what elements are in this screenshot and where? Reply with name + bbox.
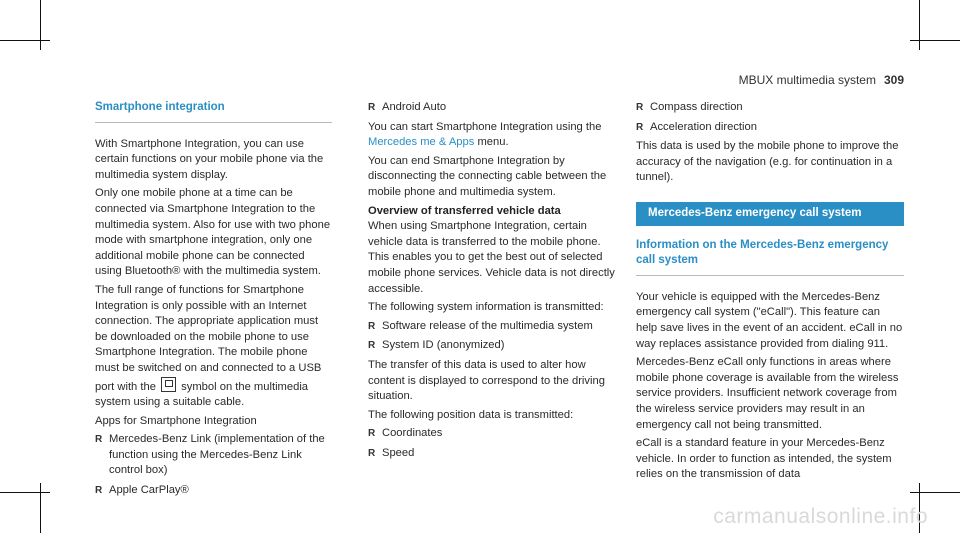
section-banner: Mercedes-Benz emergency call system xyxy=(636,202,904,226)
column-1 xyxy=(95,100,332,503)
watermark: carmanualsonline.info xyxy=(713,505,928,528)
paragraph-text: The full range of functions for Smartphone Integration is only possible with an Internet connection. The appropriate application must be downloaded on the mobile phone to use Smartphone Integration. The mobile phone must be switched on and connected to a USB port with the xyxy=(95,283,322,393)
apps-list-continued xyxy=(368,100,618,116)
column-3 xyxy=(636,100,904,486)
apps-list xyxy=(95,432,332,498)
paragraph-text: You can start Smartphone Integration using the xyxy=(368,120,602,133)
paragraph-text: symbol on the multimedia system using a suitable cable. xyxy=(95,380,309,409)
paragraph: The following system information is transmitted: xyxy=(368,301,604,314)
crop-mark xyxy=(40,0,41,50)
paragraph: With Smartphone Integration, you can use certain functions on your mobile phone via the multimedia system display. xyxy=(95,137,324,181)
menu-link[interactable]: Mercedes me & Apps xyxy=(368,136,475,149)
list-item: R Apple CarPlay® xyxy=(95,483,332,499)
list-item: R Compass direction xyxy=(636,100,904,116)
usb-port-icon xyxy=(161,377,176,392)
crop-mark xyxy=(910,492,960,493)
position-data-list xyxy=(368,426,618,461)
header-title: MBUX multimedia system xyxy=(738,73,876,87)
paragraph: You can end Smartphone Integration by disconnecting the connecting cable between the mobile phone and multimedia system. xyxy=(368,154,607,198)
paragraph xyxy=(368,120,618,151)
subheading: Overview of transferred vehicle data xyxy=(368,204,561,217)
list-item: R System ID (anonymized) xyxy=(368,338,618,354)
section-title: Smartphone integration xyxy=(95,100,332,123)
column-2 xyxy=(368,100,618,465)
list-item: R Acceleration direction xyxy=(636,120,904,136)
list-item: R Software release of the multimedia system xyxy=(368,319,618,335)
paragraph xyxy=(95,283,332,411)
page-header xyxy=(739,73,904,87)
paragraph: Mercedes-Benz eCall only functions in areas where mobile phone coverage is available from the wireless service providers. Insufficient network coverage from the wireless service providers may result in an emergency call not being transmitted. xyxy=(636,356,899,431)
page-number: 309 xyxy=(883,73,904,87)
system-info-list xyxy=(368,319,618,354)
list-item: R Android Auto xyxy=(368,100,618,116)
paragraph: Apps for Smartphone Integration xyxy=(95,414,257,427)
paragraph-text: menu. xyxy=(477,136,509,149)
crop-mark xyxy=(40,483,41,533)
paragraph: Only one mobile phone at a time can be connected via Smartphone Integration to the multimedia system. Also for use with two phone mode with smartphone integration, only one additional mobile phone can be connected using Bluetooth® with the multimedia system. xyxy=(95,187,331,278)
crop-mark xyxy=(919,0,920,50)
list-item: R Coordinates xyxy=(368,426,618,442)
crop-mark xyxy=(0,40,50,41)
list-item: R Mercedes-Benz Link (implementation of the function using the Mercedes-Benz Link control box) xyxy=(95,432,332,479)
list-item: R Speed xyxy=(368,446,618,462)
paragraph: When using Smartphone Integration, certain vehicle data is transferred to the mobile phone. This enables you to get the best out of selected mobile phone services. Vehicle data is not directly accessible. xyxy=(368,220,615,295)
section-subtitle: Information on the Mercedes-Benz emergency call system xyxy=(636,238,904,276)
crop-mark xyxy=(0,492,50,493)
paragraph: Your vehicle is equipped with the Mercedes-Benz emergency call system ("eCall"). This feature can help save lives in the event of an accident. eCall in no way replaces assistance provided from dialing 911. xyxy=(636,290,903,350)
position-data-list-continued xyxy=(636,100,904,135)
crop-mark xyxy=(910,40,960,41)
paragraph: The transfer of this data is used to alter how content is displayed to correspond to the driving situation. xyxy=(368,358,605,403)
paragraph: eCall is a standard feature in your Mercedes-Benz vehicle. In order to function as intended, the system relies on the transmission of data xyxy=(636,437,892,481)
paragraph: The following position data is transmitted: xyxy=(368,408,574,421)
paragraph: This data is used by the mobile phone to improve the accuracy of the navigation (e.g. for continuation in a tunnel). xyxy=(636,140,899,184)
